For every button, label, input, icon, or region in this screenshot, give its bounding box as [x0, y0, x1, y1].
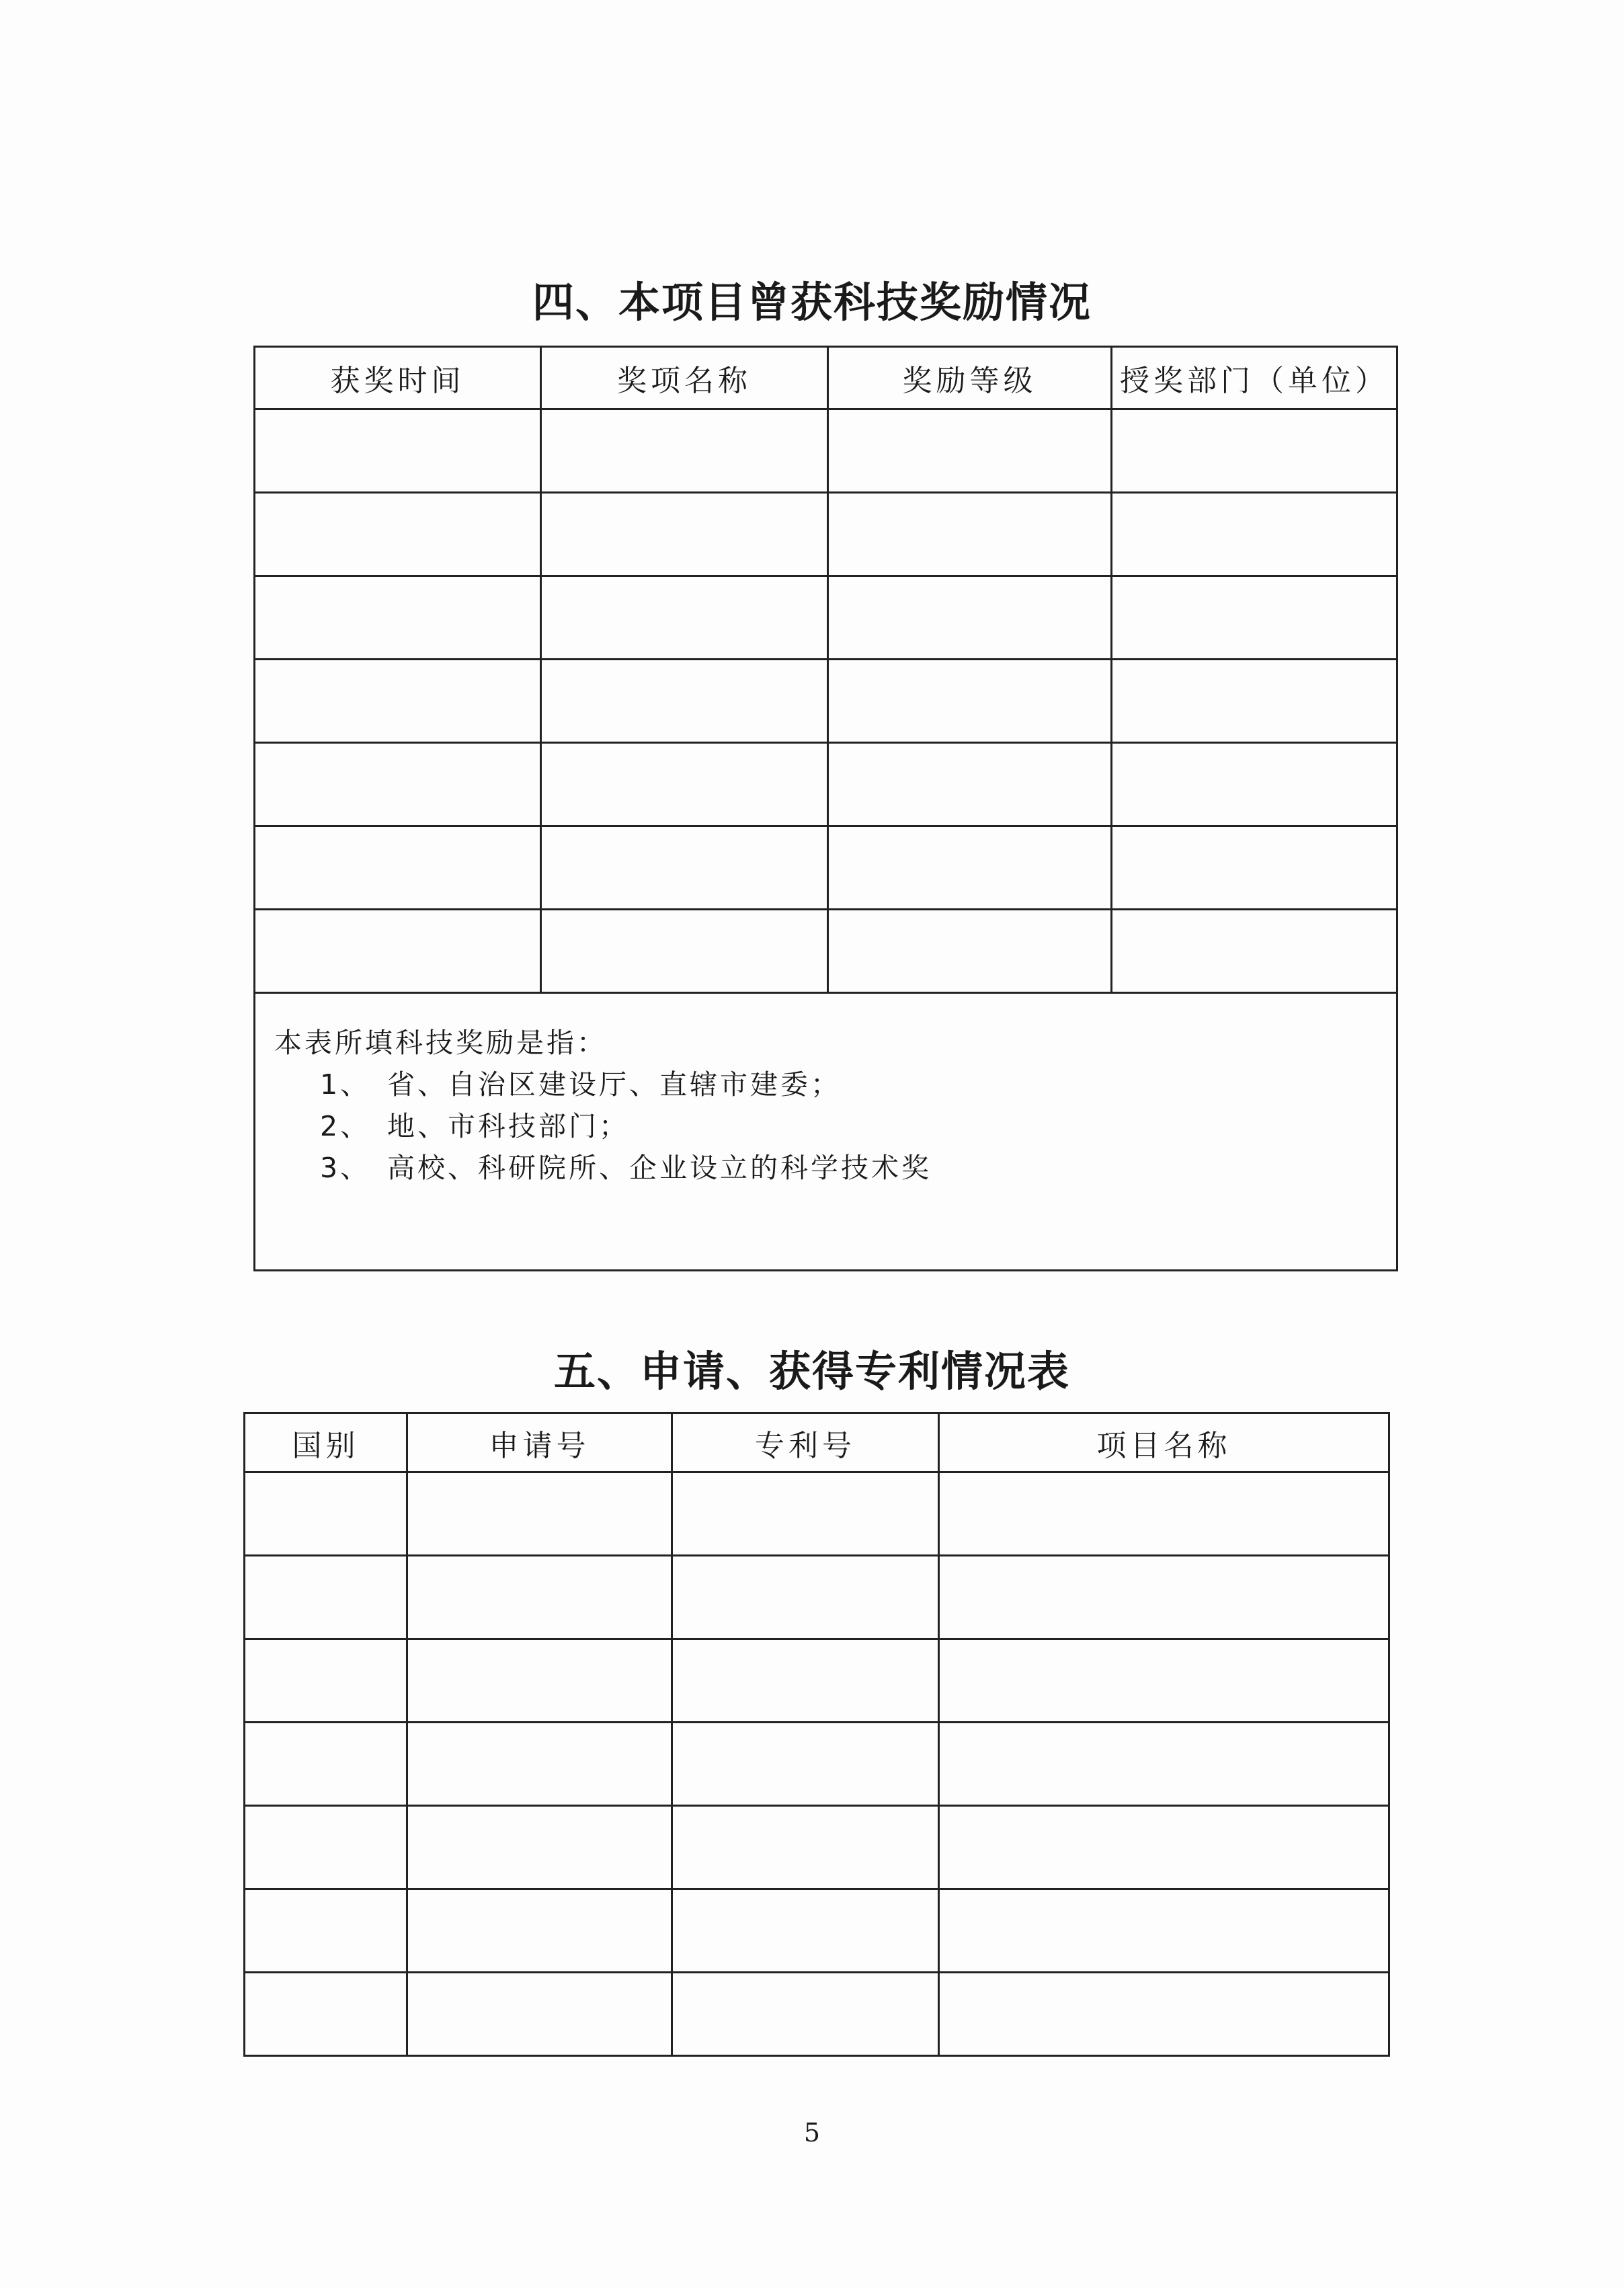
- header-application-number: 申请号: [407, 1413, 672, 1472]
- table-cell[interactable]: [828, 660, 1112, 743]
- table-row: [255, 409, 1397, 493]
- table-cell[interactable]: [672, 1639, 939, 1723]
- table-row: [245, 1639, 1389, 1723]
- table-cell[interactable]: [255, 576, 541, 660]
- note-item-number: 3、: [320, 1152, 371, 1184]
- awards-header-row: [255, 347, 1397, 409]
- awards-note-row: [255, 993, 1397, 1271]
- table-cell[interactable]: [672, 1556, 939, 1639]
- table-cell[interactable]: [407, 1639, 672, 1723]
- header-awarding-unit: 授奖部门（单位）: [1112, 347, 1397, 409]
- table-cell[interactable]: [255, 660, 541, 743]
- awards-note: [255, 993, 1397, 1271]
- patents-header-row: [245, 1413, 1389, 1472]
- table-cell[interactable]: [828, 493, 1112, 576]
- table-row: [245, 1556, 1389, 1639]
- table-cell[interactable]: [939, 1723, 1389, 1806]
- table-cell[interactable]: [541, 576, 828, 660]
- note-intro: 本表所填科技奖励是指：: [274, 1027, 607, 1059]
- note-item-text: 省、自治区建设厅、直辖市建委；: [387, 1068, 841, 1101]
- table-row: [245, 1889, 1389, 1973]
- table-cell[interactable]: [245, 1889, 407, 1973]
- table-cell[interactable]: [255, 409, 541, 493]
- table-cell[interactable]: [407, 1973, 672, 2056]
- table-cell[interactable]: [541, 493, 828, 576]
- table-cell[interactable]: [245, 1472, 407, 1556]
- table-cell[interactable]: [1112, 576, 1397, 660]
- table-cell[interactable]: [1112, 826, 1397, 910]
- header-country: 国别: [245, 1413, 407, 1472]
- table-cell[interactable]: [939, 1806, 1389, 1889]
- note-item: [274, 1105, 1396, 1147]
- table-row: [255, 576, 1397, 660]
- table-cell[interactable]: [407, 1556, 672, 1639]
- table-cell[interactable]: [828, 576, 1112, 660]
- note-item-text: 地、市科技部门；: [387, 1110, 629, 1142]
- table-cell[interactable]: [672, 1973, 939, 2056]
- table-cell[interactable]: [939, 1889, 1389, 1973]
- table-cell[interactable]: [245, 1639, 407, 1723]
- table-cell[interactable]: [245, 1723, 407, 1806]
- header-award-name: 奖项名称: [541, 347, 828, 409]
- table-cell[interactable]: [939, 1556, 1389, 1639]
- table-cell[interactable]: [828, 743, 1112, 826]
- header-patent-number: 专利号: [672, 1413, 939, 1472]
- table-cell[interactable]: [672, 1723, 939, 1806]
- table-cell[interactable]: [1112, 743, 1397, 826]
- table-cell[interactable]: [407, 1723, 672, 1806]
- table-cell[interactable]: [939, 1639, 1389, 1723]
- table-cell[interactable]: [1112, 409, 1397, 493]
- table-cell[interactable]: [407, 1889, 672, 1973]
- table-cell[interactable]: [541, 660, 828, 743]
- table-cell[interactable]: [255, 493, 541, 576]
- table-cell[interactable]: [541, 826, 828, 910]
- table-cell[interactable]: [245, 1973, 407, 2056]
- table-cell[interactable]: [407, 1806, 672, 1889]
- page-number: 5: [803, 2118, 821, 2147]
- table-cell[interactable]: [939, 1472, 1389, 1556]
- table-cell[interactable]: [1112, 660, 1397, 743]
- note-item: [274, 1147, 1396, 1189]
- note-item-number: 1、: [320, 1068, 371, 1101]
- table-cell[interactable]: [245, 1806, 407, 1889]
- table-cell[interactable]: [672, 1889, 939, 1973]
- table-row: [245, 1472, 1389, 1556]
- table-cell[interactable]: [541, 409, 828, 493]
- table-row: [245, 1723, 1389, 1806]
- table-row: [255, 493, 1397, 576]
- table-cell[interactable]: [828, 826, 1112, 910]
- note-item-text: 高校、科研院所、企业设立的科学技术奖: [387, 1152, 932, 1184]
- table-cell[interactable]: [541, 743, 828, 826]
- table-cell[interactable]: [407, 1472, 672, 1556]
- table-cell[interactable]: [828, 910, 1112, 993]
- table-cell[interactable]: [245, 1556, 407, 1639]
- header-award-level: 奖励等级: [828, 347, 1112, 409]
- section-4-title: 四、本项目曾获科技奖励情况: [532, 278, 1092, 327]
- table-cell[interactable]: [255, 743, 541, 826]
- header-project-name: 项目名称: [939, 1413, 1389, 1472]
- note-item: [274, 1064, 1396, 1105]
- table-cell[interactable]: [828, 409, 1112, 493]
- table-row: [245, 1973, 1389, 2056]
- table-cell[interactable]: [672, 1806, 939, 1889]
- table-row: [255, 660, 1397, 743]
- table-row: [255, 743, 1397, 826]
- table-row: [255, 826, 1397, 910]
- table-cell[interactable]: [939, 1973, 1389, 2056]
- header-award-time: 获奖时间: [255, 347, 541, 409]
- awards-table: [253, 346, 1398, 1271]
- table-cell[interactable]: [1112, 910, 1397, 993]
- table-cell[interactable]: [672, 1472, 939, 1556]
- table-row: [255, 910, 1397, 993]
- table-cell[interactable]: [541, 910, 828, 993]
- table-cell[interactable]: [255, 910, 541, 993]
- table-cell[interactable]: [1112, 493, 1397, 576]
- section-5-title: 五、申请、获得专利情况表: [553, 1347, 1070, 1396]
- table-row: [245, 1806, 1389, 1889]
- table-cell[interactable]: [255, 826, 541, 910]
- patents-table: [243, 1412, 1390, 2057]
- note-item-number: 2、: [320, 1110, 371, 1142]
